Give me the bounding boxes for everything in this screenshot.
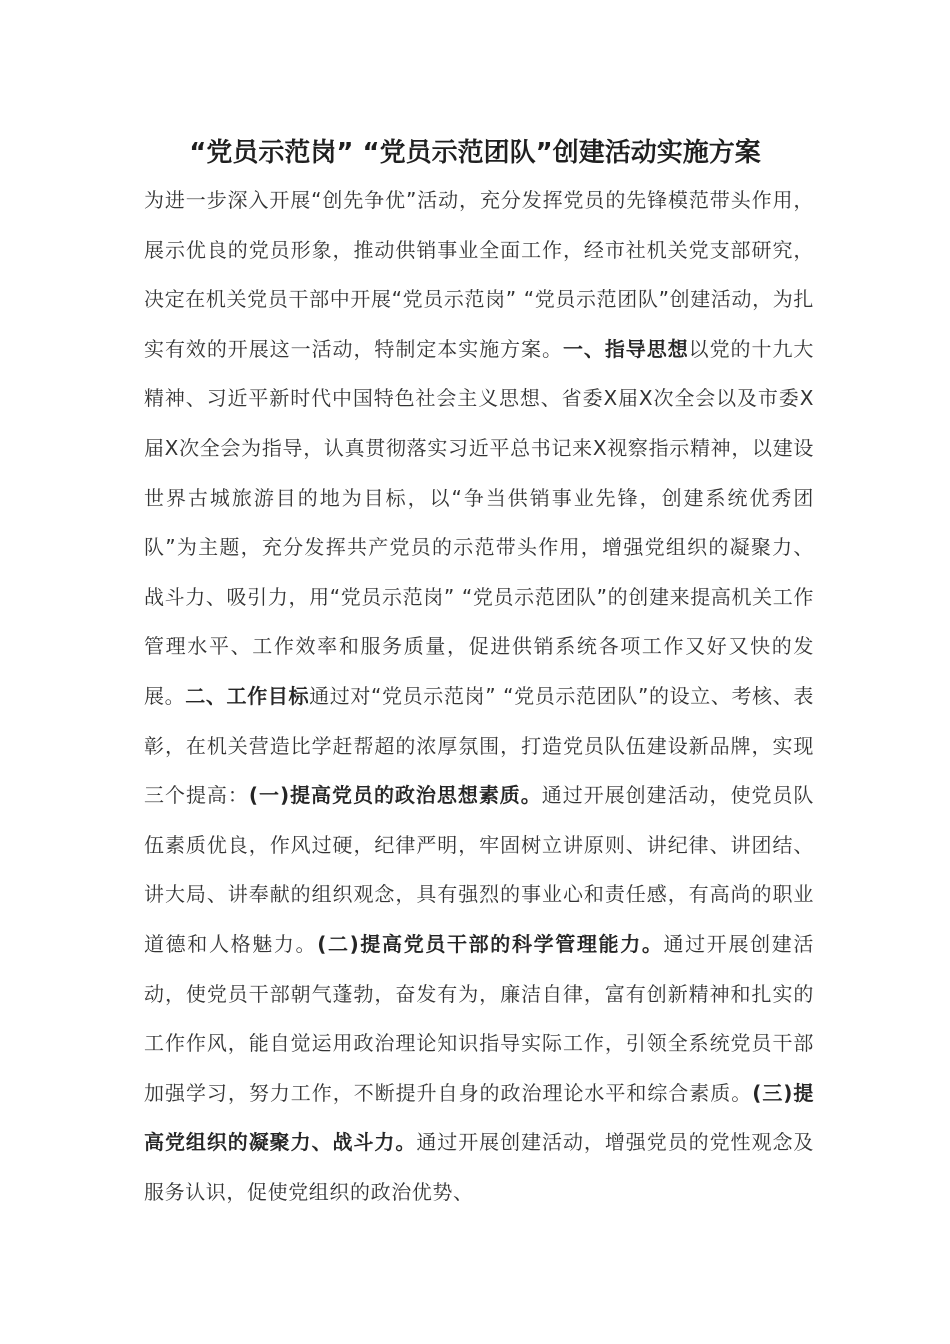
section-text-work-goals: 通过对“党员示范岗” “党员示范团队”的设立、考核、表彰，在机关营造比学赶帮超的浓厚氛围，打造党员队伍建设新品牌，实现三个提高： [144,683,814,808]
goal-heading-management-ability: (二)提高党员干部的科学管理能力。 [317,931,664,956]
document-title: “党员示范岗” “党员示范团队”创建活动实施方案 [189,138,761,168]
document-body [144,176,814,1217]
goal-heading-political-quality: (一)提高党员的政治思想素质。 [248,783,542,808]
section-heading-guiding-thought: 一、指导思想 [562,336,689,361]
section-text-guiding-thought: 以党的十九大精神、习近平新时代中国特色社会主义思想、省委X届X次全会以及市委X届X次全会为指导，认真贯彻落实习近平总书记来X视察指示精神，以建设世界古城旅游目的地为目标，以“争当供销事业先锋，创建系统优秀团队”为主题，充分发挥共产党员的示范带头作用，增强党组织的凝聚力、战斗力、吸引力，用“党员示范岗” “党员示范团队”的创建来提高机关工作管理水平、工作效率和服务质量，促进供销系统各项工作又好又快的发展。 [144,336,814,708]
goal-heading-cohesion: (三)提高党组织的凝聚力、战斗力。 [144,1080,815,1155]
body-paragraph [144,176,814,1217]
section-heading-work-goals: 二、工作目标 [185,683,310,708]
goal-text-cohesion: 通过开展创建活动，增强党员的党性观念及服务认识，促使党组织的政治优势、 [144,1130,814,1204]
goal-text-political-quality: 通过开展创建活动，使党员队伍素质优良，作风过硬，纪律严明，牢固树立讲原则、讲纪律、讲团结、讲大局、讲奉献的组织观念，具有强烈的事业心和责任感，有高尚的职业道德和人格魅力。 [144,783,815,956]
goal-text-management-ability: 通过开展创建活动，使党员干部朝气蓬勃，奋发有为，廉洁自律，富有创新精神和扎实的工作作风，能自觉运用政治理论知识指导实际工作，引领全系统党员干部加强学习，努力工作，不断提升自身的政治理论水平和综合素质。 [144,931,814,1105]
intro-text: 为进一步深入开展“创先争优”活动，充分发挥党员的先锋模范带头作用，展示优良的党员形象，推动供销事业全面工作，经市社机关党支部研究，决定在机关党员干部中开展“党员示范岗” “党员示范团队”创建活动，为扎实有效的开展这一活动，特制定本实施方案。 [144,188,814,361]
